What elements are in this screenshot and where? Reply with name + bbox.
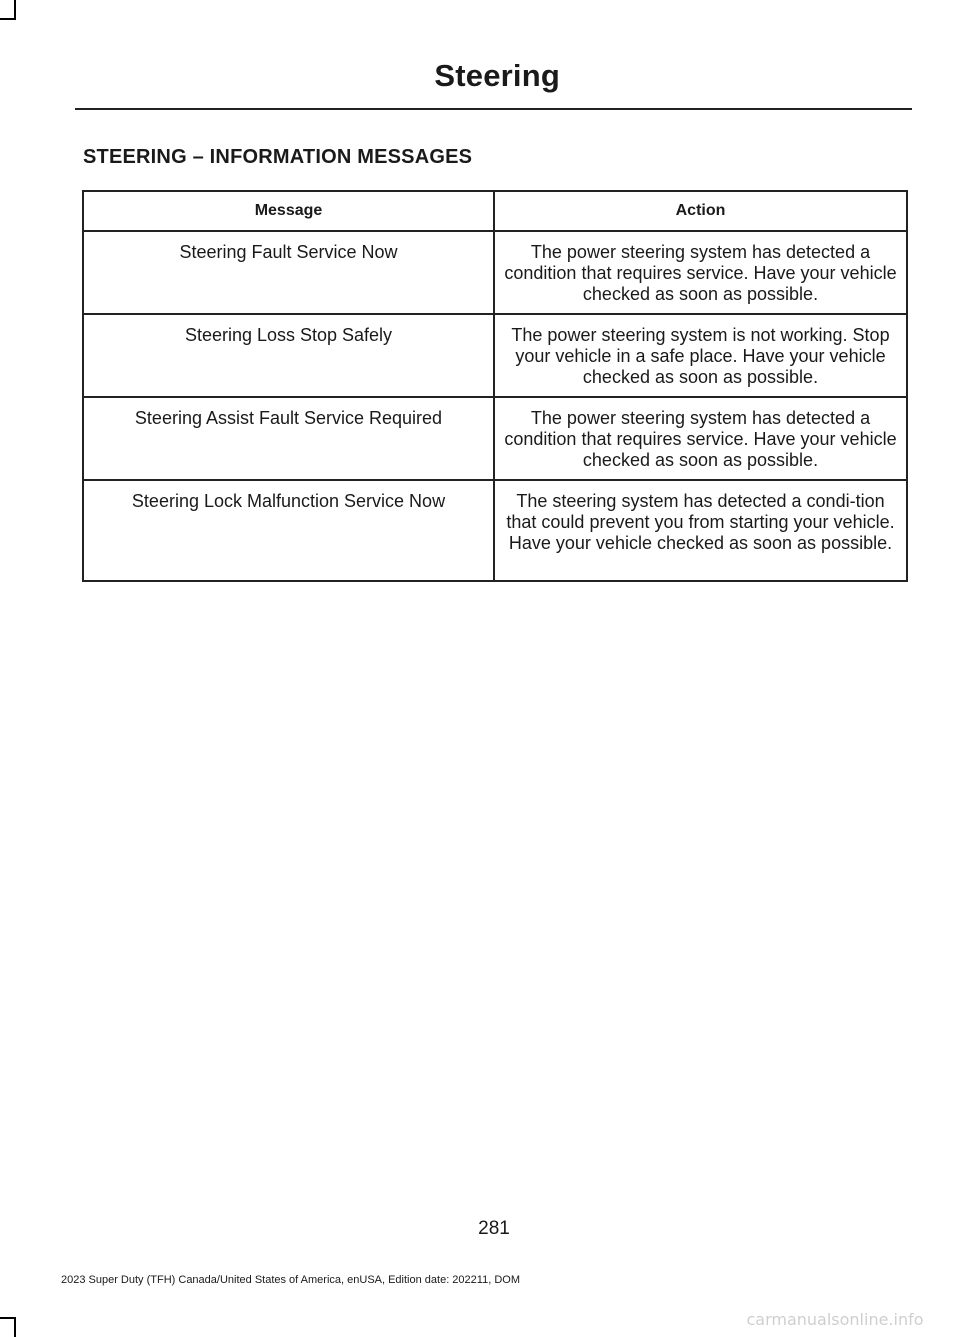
edition-footer: 2023 Super Duty (TFH) Canada/United States of America, enUSA, Edition date: 202211, DOM <box>61 1274 520 1286</box>
column-header-message: Message <box>83 191 494 231</box>
watermark-link[interactable]: carmanualsonline.info <box>710 1303 960 1337</box>
information-messages-table <box>82 190 908 582</box>
page-header <box>75 58 912 110</box>
crop-mark <box>14 0 16 20</box>
section-title: STEERING – INFORMATION MESSAGES <box>83 146 473 168</box>
message-cell: Steering Loss Stop Safely <box>83 314 494 397</box>
page-number: 281 <box>478 1218 510 1239</box>
message-cell: Steering Assist Fault Service Required <box>83 397 494 480</box>
message-cell: Steering Fault Service Now <box>83 231 494 314</box>
action-cell: The steering system has detected a condi-tion that could prevent you from starting your vehicle. Have your vehicle checked as soon as possible. <box>494 480 907 581</box>
crop-mark <box>14 1317 16 1337</box>
crop-mark <box>0 1317 16 1319</box>
table-row <box>83 397 907 480</box>
chapter-title: Steering <box>434 58 560 93</box>
table-row <box>83 231 907 314</box>
action-cell: The power steering system has detected a condition that requires service. Have your vehicle checked as soon as possible. <box>494 397 907 480</box>
message-cell: Steering Lock Malfunction Service Now <box>83 480 494 581</box>
action-cell: The power steering system is not working. Stop your vehicle in a safe place. Have your vehicle checked as soon as possible. <box>494 314 907 397</box>
action-cell: The power steering system has detected a condition that requires service. Have your vehicle checked as soon as possible. <box>494 231 907 314</box>
crop-mark <box>0 18 16 20</box>
table-header-row <box>83 191 907 231</box>
column-header-action: Action <box>494 191 907 231</box>
table-row <box>83 480 907 581</box>
table-row <box>83 314 907 397</box>
